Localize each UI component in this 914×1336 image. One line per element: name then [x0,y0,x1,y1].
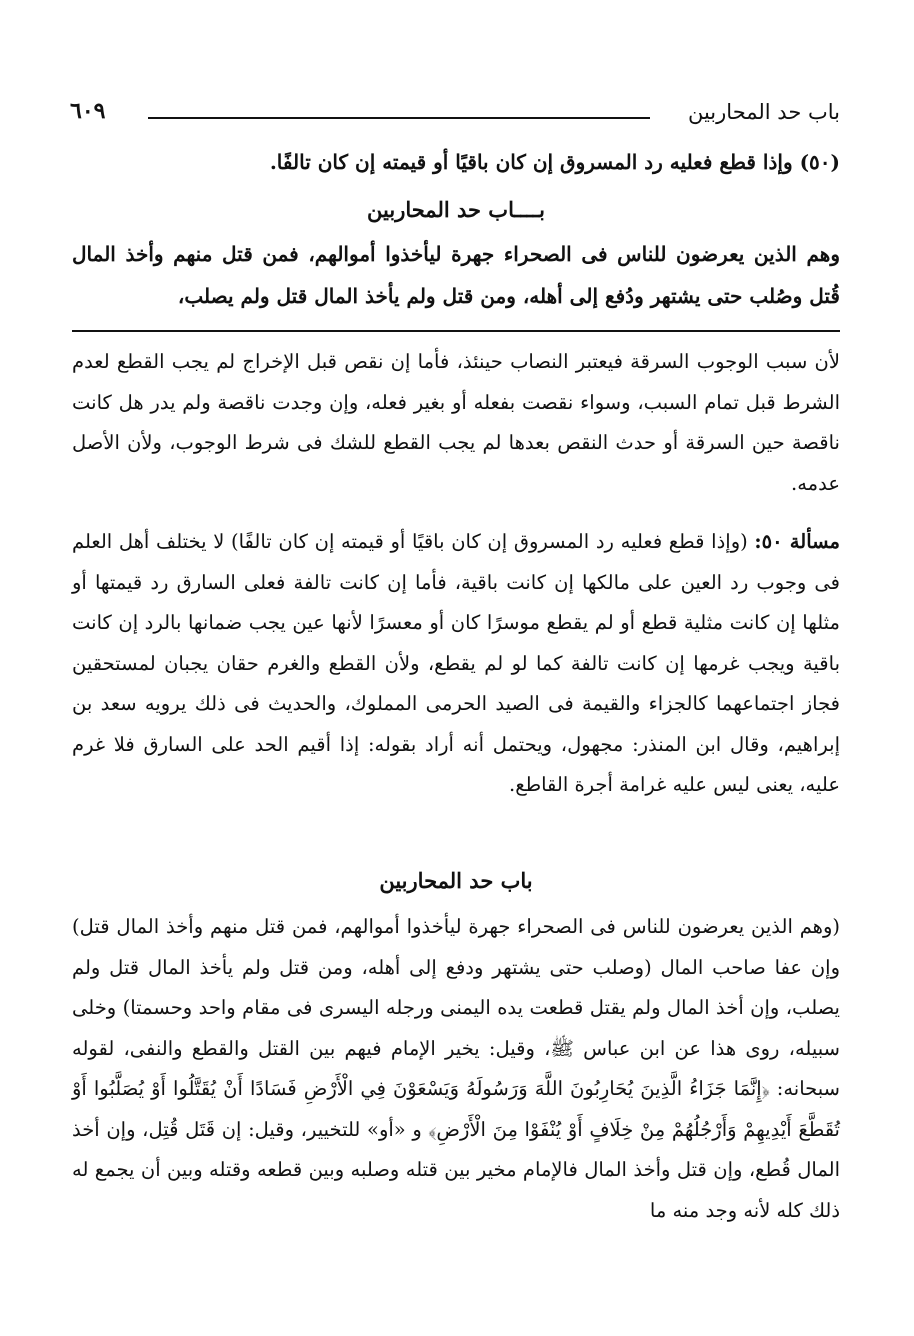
text-divider [72,330,840,332]
matn-section-text: وهم الذين يعرضون للناس فى الصحراء جهرة ليأخذوا أموالهم، فمن قتل منهم وأخذ المال قُتل وصُلب حتى يشتهر ودُفع إلى أهله، ومن قتل ولم يأخذ المال قتل ولم يصلب، [72,242,840,308]
commentary-paragraph-2-text: (وإذا قطع فعليه رد المسروق إن كان باقيًا أو قيمته إن كان تالفًا) لا يختلف أهل العلم فى وجوب رد العين على مالكها إن كانت باقية، فأما إن كانت تالفة فعلى السارق رد قيمتها أو مثلها إن كانت مثلية قطع أو لم يقطع موسرًا كان أو معسرًا لأنها عين يجب ضمانها بالرد إن كانت باقية ويجب غرمها إن كانت تالفة كما لو لم يقطع، ولأن القطع والغرم حقان يجبان لمستحقين فجاز اجتماعهما كالجزاء والقيمة فى الصيد الحرمى المملوك، والحديث فى ذلك يرويه سعد بن إبراهيم، وقال ابن المنذر: مجهول، ويحتمل أنه أراد بقوله: إذا أقيم الحد على السارق فلا غرم عليه، يعنى ليس عليه غرامة أجرة القاطع. [72,530,840,796]
matn-section-heading: بــــاب حد المحاربين [367,197,545,222]
commentary-section-heading: باب حد المحاربين [379,868,533,893]
commentary-paragraph-2 [72,522,840,806]
matn-issue-line: (٥٠) وإذا قطع فعليه رد المسروق إن كان باقيًا أو قيمته إن كان تالفًا. [269,150,840,174]
page-number: ٦٠٩ [70,98,106,124]
masala-label: مسألة ٥٠: [754,530,840,553]
commentary-paragraph-3: (وهم الذين يعرضون للناس فى الصحراء جهرة ليأخذوا أموالهم، فمن قتل منهم وأخذ المال قتل) وإن عفا صاحب المال (وصلب حتى يشتهر ودفع إلى أهله، ومن قتل ولم يأخذ المال قتل ولم يصلب، وإن أخذ المال ولم يقتل قطعت يده اليمنى ورجله اليسرى فى مقام واحد وحسمتا) وخلى سبيله، روى هذا عن ابن عباس ﷺ، وقيل: يخير الإمام فيهم بين القتل والقطع والنفى، لقوله سبحانه: ﴿إِنَّمَا جَزَاءُ الَّذِينَ يُحَارِبُونَ اللَّهَ وَرَسُولَهُ وَيَسْعَوْنَ فِي الْأَرْضِ فَسَادًا أَنْ يُقَتَّلُوا أَوْ يُصَلَّبُوا أَوْ تُقَطَّعَ أَيْدِيهِمْ وَأَرْجُلُهُمْ مِنْ خِلَافٍ أَوْ يُنْفَوْا مِنَ الْأَرْضِ﴾ و «أو» للتخيير، وقيل: إن قَتَل قُتِل، وإن أخذ المال قُطع، وإن قتل وأخذ المال فالإمام مخير بين قتله وصلبه وبين قطعه وقتله وبين أن يجمع له ذلك كله لأنه وجد منه ما [72,915,840,1222]
commentary-paragraph-1: لأن سبب الوجوب السرقة فيعتبر النصاب حينئذ، فأما إن نقص قبل الإخراج لم يجب القطع لعدم الشرط قبل تمام السبب، وسواء نقصت بفعله أو بغير فعله، وإن وجدت ناقصة ولم يدر هل كانت ناقصة حين السرقة أو حدث النقص بعدها لم يجب القطع للشك فى شرط الوجوب، ولأن الأصل عدمه. [72,350,840,495]
header-rule [148,117,650,119]
running-title: باب حد المحاربين [687,100,840,124]
page-header [70,98,840,132]
